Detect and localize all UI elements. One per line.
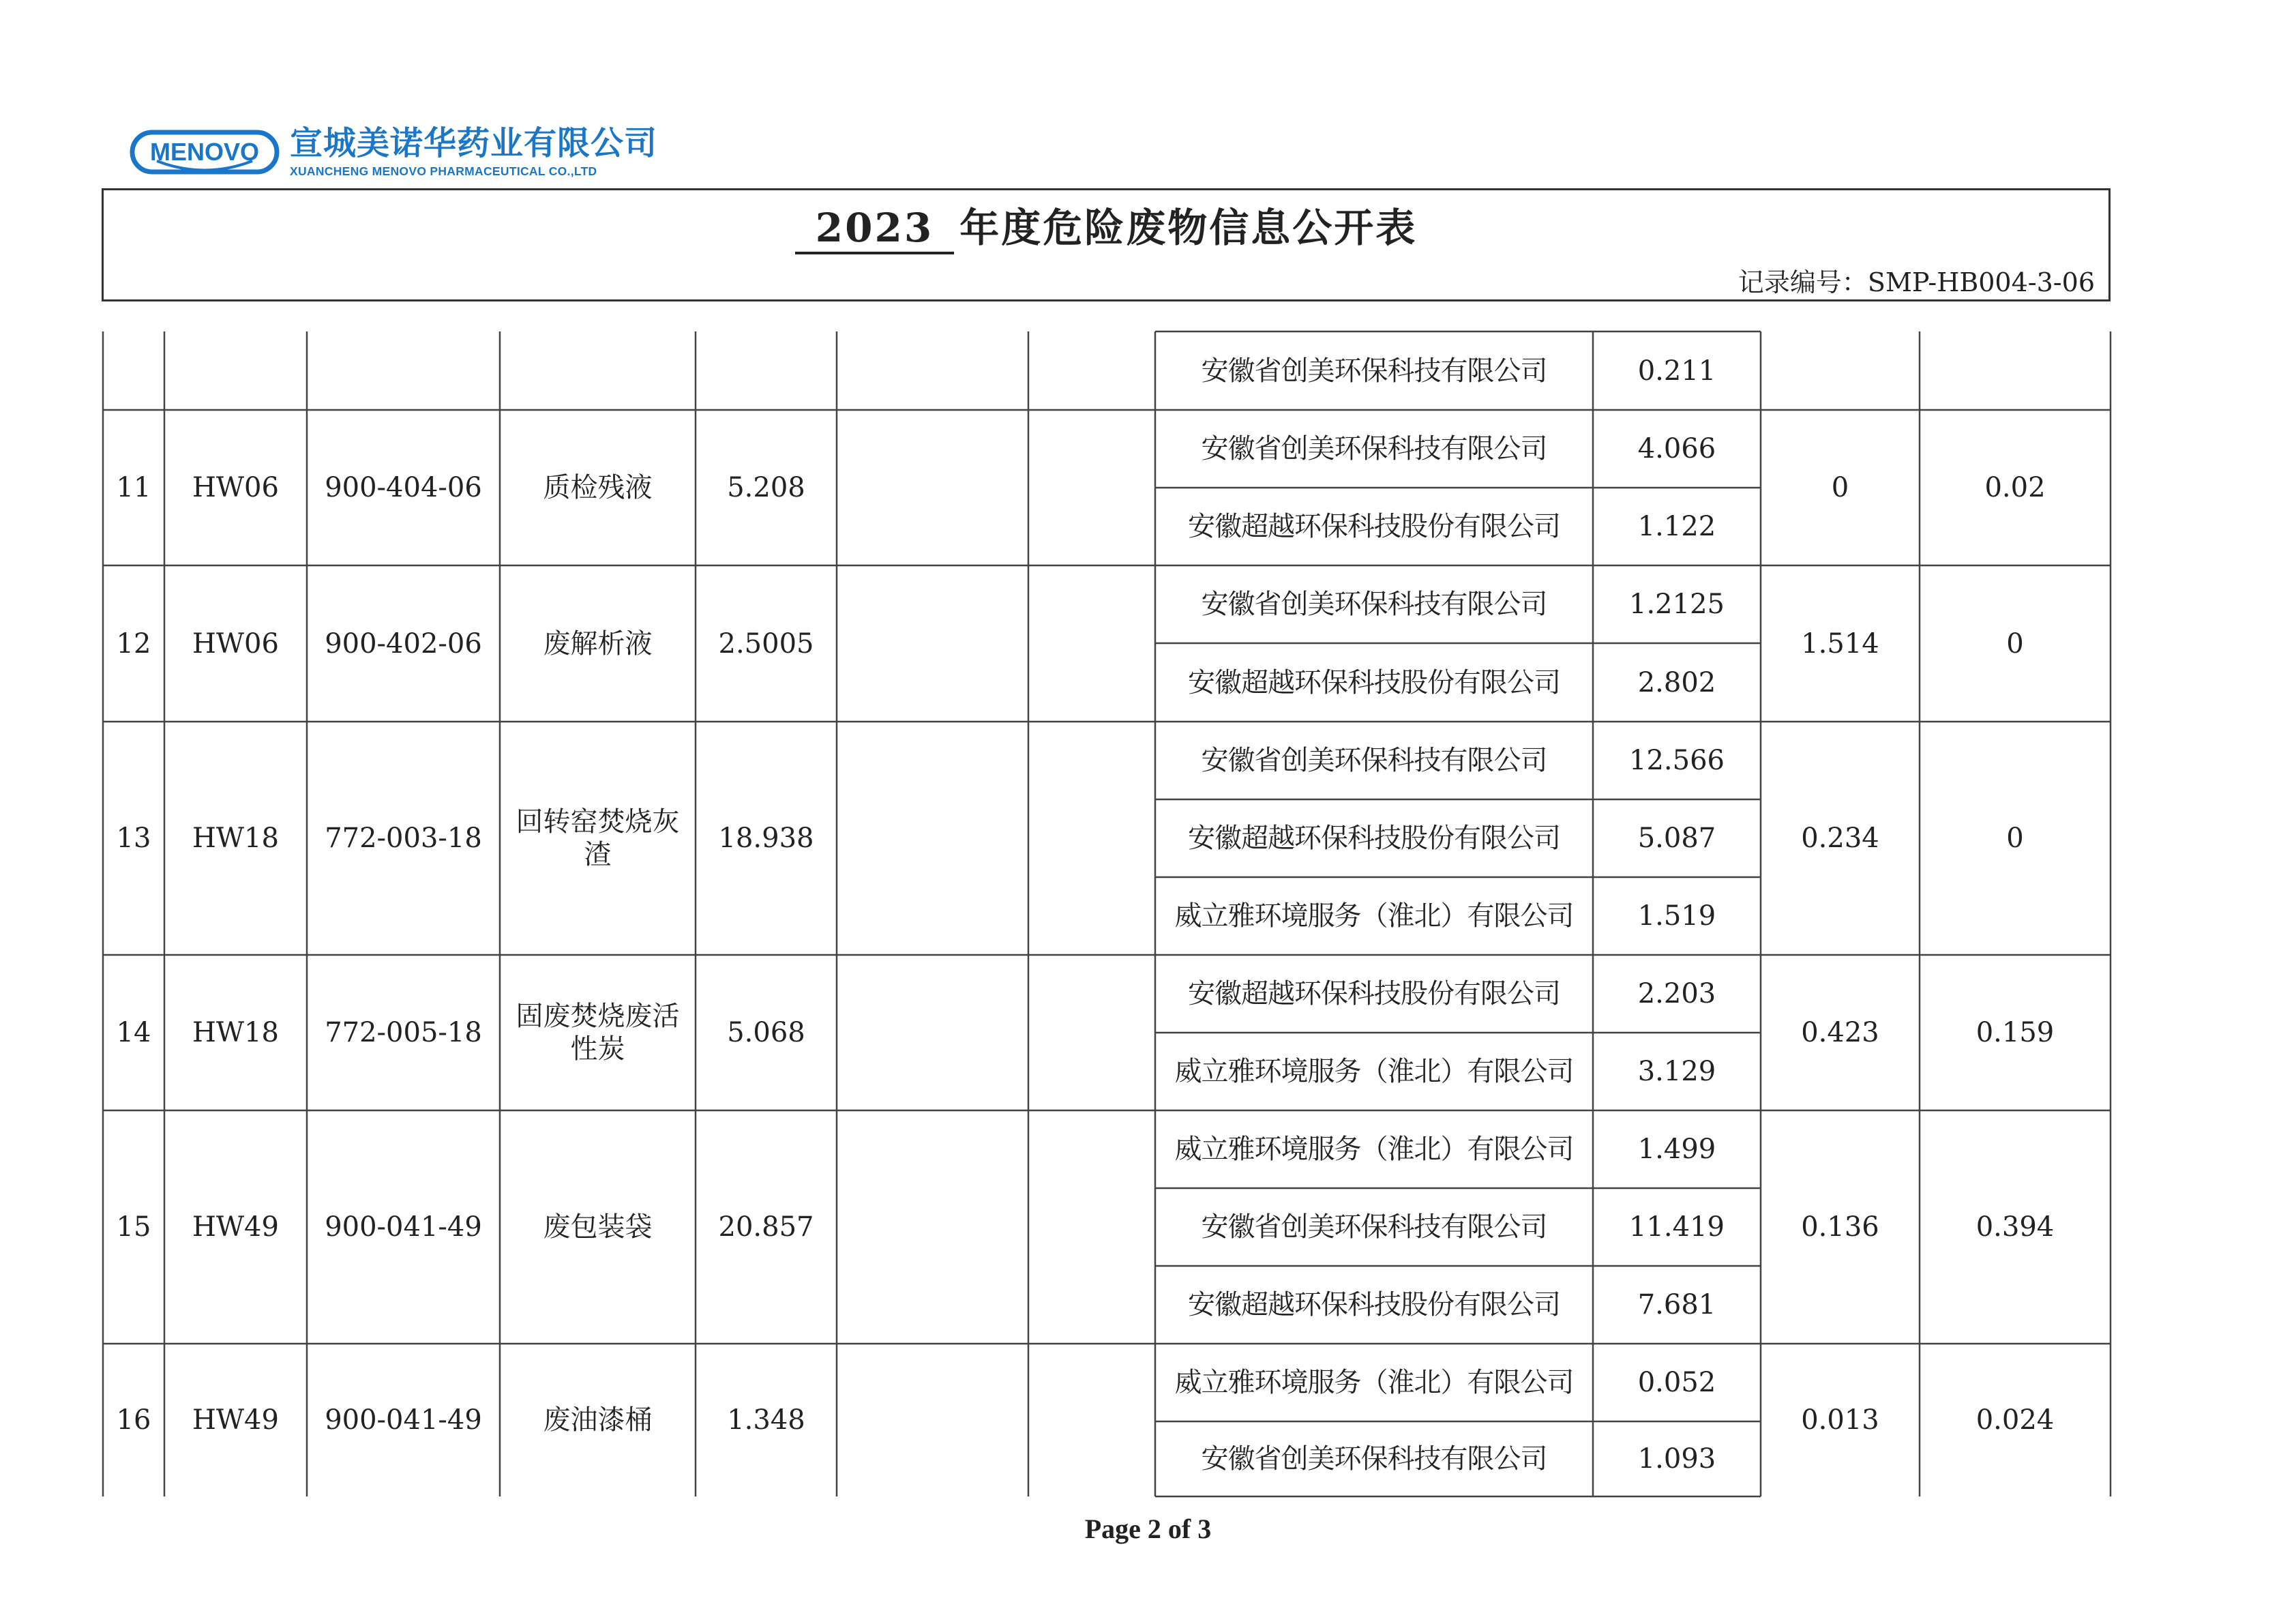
row-14-code: 772-005-18 xyxy=(325,1017,482,1048)
row-14-disposal-1-amount: 2.203 xyxy=(1637,978,1716,1009)
row-11-col6: 0 xyxy=(1831,472,1849,503)
row-12-name: 废解析液 xyxy=(543,628,653,660)
row-15-col6: 0.136 xyxy=(1801,1211,1879,1243)
row-14-amount: 5.068 xyxy=(727,1017,805,1048)
row-15-name: 废包装袋 xyxy=(543,1211,653,1243)
row-11-name: 质检残液 xyxy=(543,472,653,503)
row-12-disposal-2-amount: 2.802 xyxy=(1637,666,1716,698)
continued-disposal-company: 安徽省创美环保科技有限公司 xyxy=(1201,355,1547,387)
row-16-code: 900-041-49 xyxy=(325,1404,482,1436)
row-15-disposal-3-amount: 7.681 xyxy=(1637,1289,1716,1320)
row-14-disposal-2-company: 威立雅环境服务（淮北）有限公司 xyxy=(1174,1056,1574,1087)
row-15-disposal-2-amount: 11.419 xyxy=(1629,1211,1725,1243)
row-13-disposal-3-company: 威立雅环境服务（淮北）有限公司 xyxy=(1174,900,1574,932)
row-13-no: 13 xyxy=(116,823,151,854)
row-14-disposal-2-amount: 3.129 xyxy=(1637,1056,1716,1087)
company-name-en: XUANCHENG MENOVO PHARMACEUTICAL CO.,LTD xyxy=(290,164,597,178)
row-14-category: HW18 xyxy=(192,1017,279,1048)
row-11-amount: 5.208 xyxy=(727,472,805,503)
row-16-col7: 0.024 xyxy=(1976,1404,2055,1436)
row-11-category: HW06 xyxy=(192,472,279,503)
row-14-name: 固废焚烧废活性炭 xyxy=(516,1001,680,1065)
row-16-no: 16 xyxy=(116,1404,151,1436)
row-15-disposal-1-company: 威立雅环境服务（淮北）有限公司 xyxy=(1174,1134,1574,1165)
row-12-disposal-1-company: 安徽省创美环保科技有限公司 xyxy=(1201,589,1547,620)
row-13-disposal-3-amount: 1.519 xyxy=(1637,900,1716,932)
row-16-disposal-2-company: 安徽省创美环保科技有限公司 xyxy=(1201,1443,1547,1475)
row-13-disposal-1-company: 安徽省创美环保科技有限公司 xyxy=(1201,745,1547,776)
row-12-col6: 1.514 xyxy=(1801,628,1879,660)
row-13-amount: 18.938 xyxy=(718,823,814,854)
row-16-name: 废油漆桶 xyxy=(543,1404,653,1436)
row-11-disposal-1-company: 安徽省创美环保科技有限公司 xyxy=(1201,433,1547,464)
row-13-disposal-2-amount: 5.087 xyxy=(1637,823,1716,854)
row-15-disposal-1-amount: 1.499 xyxy=(1637,1134,1716,1165)
row-13-col6: 0.234 xyxy=(1801,823,1879,854)
row-11-col7: 0.02 xyxy=(1984,472,2046,503)
row-15-col7: 0.394 xyxy=(1976,1211,2055,1243)
row-15-disposal-2-company: 安徽省创美环保科技有限公司 xyxy=(1201,1211,1547,1243)
row-13-disposal-1-amount: 12.566 xyxy=(1629,745,1725,776)
logo-mark-text: MENOVO xyxy=(149,138,260,166)
record-number: 记录编号：SMP-HB004-3-06 xyxy=(1738,267,2095,297)
row-11-disposal-2-company: 安徽超越环保科技股份有限公司 xyxy=(1188,511,1560,542)
row-15-disposal-3-company: 安徽超越环保科技股份有限公司 xyxy=(1188,1289,1560,1320)
row-13-disposal-2-company: 安徽超越环保科技股份有限公司 xyxy=(1188,823,1560,854)
row-14-disposal-1-company: 安徽超越环保科技股份有限公司 xyxy=(1188,978,1560,1009)
row-13-category: HW18 xyxy=(192,823,279,854)
row-13-col7: 0 xyxy=(2006,823,2024,854)
row-16-col6: 0.013 xyxy=(1801,1404,1879,1436)
row-11-no: 11 xyxy=(116,472,151,503)
row-12-col7: 0 xyxy=(2006,628,2024,660)
row-12-disposal-2-company: 安徽超越环保科技股份有限公司 xyxy=(1188,666,1560,698)
row-12-code: 900-402-06 xyxy=(325,628,482,660)
row-11-disposal-2-amount: 1.122 xyxy=(1637,511,1716,542)
row-15-amount: 20.857 xyxy=(718,1211,814,1243)
row-13-name: 回转窑焚烧灰渣 xyxy=(516,806,680,870)
row-12-amount: 2.5005 xyxy=(718,628,814,660)
row-15-code: 900-041-49 xyxy=(325,1211,482,1243)
row-16-disposal-1-amount: 0.052 xyxy=(1637,1367,1716,1398)
row-14-no: 14 xyxy=(116,1017,151,1048)
page-number: Page 2 of 3 xyxy=(1084,1514,1212,1544)
title-text: 年度危险废物信息公开表 xyxy=(959,205,1418,251)
row-16-disposal-1-company: 威立雅环境服务（淮北）有限公司 xyxy=(1174,1367,1574,1398)
row-14-col6: 0.423 xyxy=(1801,1017,1879,1048)
continued-disposal-amount: 0.211 xyxy=(1637,355,1716,387)
row-16-category: HW49 xyxy=(192,1404,279,1436)
row-12-category: HW06 xyxy=(192,628,279,660)
row-11-code: 900-404-06 xyxy=(325,472,482,503)
row-15-category: HW49 xyxy=(192,1211,279,1243)
row-11-disposal-1-amount: 4.066 xyxy=(1637,433,1716,464)
row-16-amount: 1.348 xyxy=(727,1404,805,1436)
title-year: 2023 xyxy=(795,204,954,254)
row-13-code: 772-003-18 xyxy=(325,823,482,854)
row-12-disposal-1-amount: 1.2125 xyxy=(1629,589,1725,620)
row-14-col7: 0.159 xyxy=(1976,1017,2055,1048)
row-16-disposal-2-amount: 1.093 xyxy=(1637,1443,1716,1475)
row-15-no: 15 xyxy=(116,1211,151,1243)
row-12-no: 12 xyxy=(116,628,151,660)
company-name-cn: 宣城美诺华药业有限公司 xyxy=(290,124,658,162)
